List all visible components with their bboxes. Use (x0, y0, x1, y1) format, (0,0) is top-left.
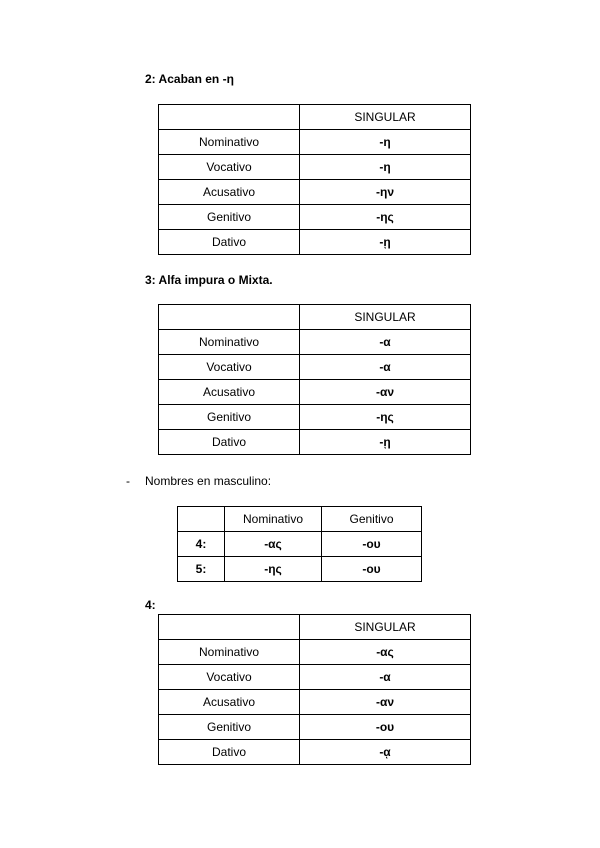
ending-cell: -ᾳ (300, 740, 471, 765)
table-row (159, 640, 471, 665)
case-cell: Vocativo (159, 355, 300, 380)
case-cell: Dativo (159, 230, 300, 255)
table-row (159, 230, 471, 255)
table-row (159, 405, 471, 430)
case-cell: Dativo (159, 740, 300, 765)
empty-header-cell (159, 615, 300, 640)
empty-header-cell (159, 305, 300, 330)
table-row (159, 690, 471, 715)
ending-cell: -ης (300, 205, 471, 230)
case-cell: Acusativo (159, 180, 300, 205)
ending-cell: -ου (300, 715, 471, 740)
nominativo-cell: -ης (225, 557, 322, 582)
ending-cell: -η (300, 130, 471, 155)
ending-cell: -ῃ (300, 430, 471, 455)
table-row (159, 715, 471, 740)
case-cell: Nominativo (159, 330, 300, 355)
row-number: 4: (178, 532, 225, 557)
table-row (159, 155, 471, 180)
row-number: 5: (178, 557, 225, 582)
case-cell: Acusativo (159, 380, 300, 405)
table-row (178, 557, 422, 582)
case-cell: Genitivo (159, 205, 300, 230)
table-row (178, 532, 422, 557)
case-cell: Nominativo (159, 130, 300, 155)
case-cell: Genitivo (159, 715, 300, 740)
table-header-row (159, 615, 471, 640)
section-3-table (158, 304, 471, 455)
ending-cell: -α (300, 355, 471, 380)
section-4-heading: 4: (145, 598, 156, 612)
masculine-table (177, 506, 422, 582)
masculine-label: Nombres en masculino: (145, 474, 272, 488)
table-row (159, 130, 471, 155)
case-cell: Vocativo (159, 155, 300, 180)
ending-cell: -ας (300, 640, 471, 665)
ending-cell: -ης (300, 405, 471, 430)
genitivo-cell: -ου (322, 557, 422, 582)
ending-cell: -α (300, 330, 471, 355)
genitivo-cell: -ου (322, 532, 422, 557)
empty-header-cell (178, 507, 225, 532)
nominativo-header: Nominativo (225, 507, 322, 532)
singular-header: SINGULAR (300, 305, 471, 330)
singular-header: SINGULAR (300, 615, 471, 640)
case-cell: Acusativo (159, 690, 300, 715)
table-row (159, 330, 471, 355)
empty-header-cell (159, 105, 300, 130)
ending-cell: -ην (300, 180, 471, 205)
case-cell: Genitivo (159, 405, 300, 430)
list-bullet: - (126, 474, 130, 488)
table-row (159, 205, 471, 230)
section-2-table (158, 104, 471, 255)
section-4-table (158, 614, 471, 765)
ending-cell: -αν (300, 690, 471, 715)
table-row (159, 665, 471, 690)
table-row (159, 380, 471, 405)
ending-cell: -αν (300, 380, 471, 405)
table-header-row (159, 105, 471, 130)
table-row (159, 430, 471, 455)
singular-header: SINGULAR (300, 105, 471, 130)
table-row (159, 355, 471, 380)
case-cell: Nominativo (159, 640, 300, 665)
case-cell: Dativo (159, 430, 300, 455)
ending-cell: -α (300, 665, 471, 690)
case-cell: Vocativo (159, 665, 300, 690)
ending-cell: -η (300, 155, 471, 180)
section-2-heading: 2: Acaban en -η (145, 72, 234, 86)
section-3-heading: 3: Alfa impura o Mixta. (145, 273, 273, 287)
table-row (159, 180, 471, 205)
genitivo-header: Genitivo (322, 507, 422, 532)
table-header-row (159, 305, 471, 330)
table-row (159, 740, 471, 765)
nominativo-cell: -ας (225, 532, 322, 557)
ending-cell: -ῃ (300, 230, 471, 255)
table-header-row (178, 507, 422, 532)
